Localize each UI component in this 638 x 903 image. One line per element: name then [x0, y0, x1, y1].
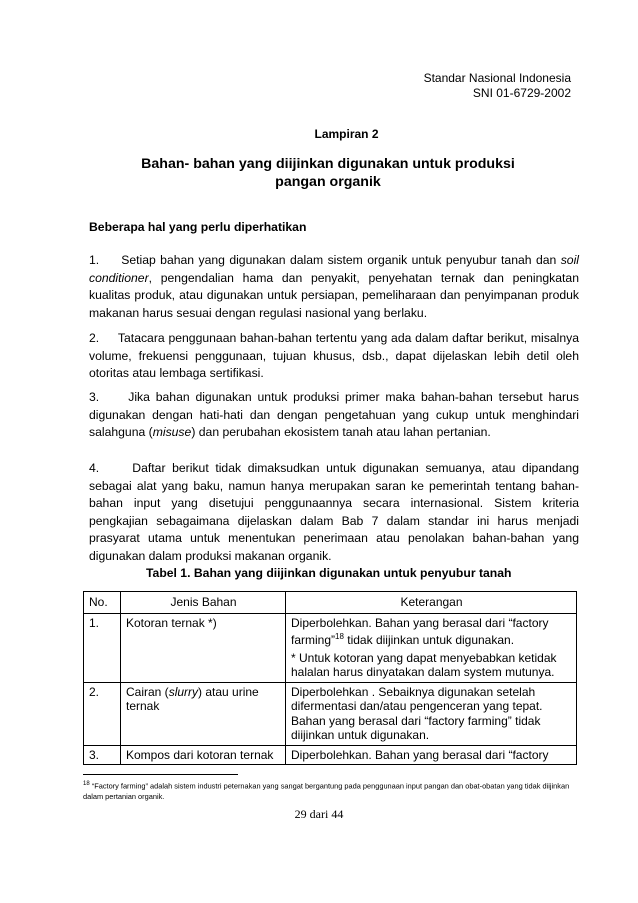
section-heading: Beberapa hal yang perlu diperhatikan	[89, 220, 307, 234]
header-standard-name: Standar Nasional Indonesia	[423, 71, 571, 85]
row-jenis: Kotoran ternak *)	[121, 613, 286, 682]
materials-table	[83, 591, 577, 765]
row-no: 3.	[84, 745, 121, 765]
p1-italic: soil conditioner	[89, 253, 579, 285]
title-line-2: pangan organik	[275, 174, 381, 190]
footnote-text: “Factory farming” adalah sistem industri peternakan yang sangat bergantung pada penggunaan input pangan dan obat-obatan yang tidak diijinkan dalam pertanian organik.	[83, 781, 570, 802]
footnote-number: 18	[83, 781, 90, 787]
row-keterangan	[286, 613, 577, 682]
p3-text-a: 3. Jika bahan digunakan untuk produksi primer maka bahan-bahan tersebut harus digunakan dengan hati-hati dan dengan pengetahuan yang cukup untuk menghindari salahguna (	[89, 390, 579, 440]
ket-text: Diperbolehkan. Bahan yang berasal dari “factory farming”	[291, 615, 549, 647]
ket-text-b: tidak diijinkan untuk digunakan.	[343, 633, 515, 647]
table-row	[84, 682, 577, 745]
row-keterangan: Diperbolehkan . Sebaiknya digunakan setelah difermentasi dan/atau pengenceran yang tepat. Bahan yang berasal dari “factory farming” tidak diijinkan untuk digunakan.	[286, 682, 577, 745]
jenis-text-b: ) atau urine ternak	[126, 684, 259, 713]
header-jenis-bahan: Jenis Bahan	[121, 592, 286, 614]
row-jenis	[121, 682, 286, 745]
title-line-1: Bahan- bahan yang diijinkan digunakan untuk produksi	[141, 156, 515, 172]
footnote-ref: 18	[335, 632, 344, 641]
jenis-italic: slurry	[168, 684, 199, 699]
page-number: 29 dari 44	[294, 807, 344, 821]
jenis-text-a: Cairan (	[126, 684, 169, 699]
ket-note: * Untuk kotoran yang dapat menyebabkan ketidak halalan harus dinyatakan dalam system mutunya.	[291, 650, 557, 679]
paragraph-2: 2. Tatacara penggunaan bahan-bahan tertentu yang ada dalam daftar berikut, misalnya volume, frekuensi penggunaan, tujuan khusus, dsb., dapat dijelaskan lebih detil oleh otoritas atau lembaga sertifikasi.	[89, 331, 579, 381]
p1-text-c: , pengendalian hama dan penyakit, penyehatan ternak dan peningkatan kualitas produk, atau digunakan untuk persiapan, pemeliharaan dan penyimpanan produk makanan harus sesuai dengan regulasi nasional yang berlaku.	[89, 270, 579, 320]
header-no: No.	[84, 592, 121, 614]
footnote	[83, 779, 573, 802]
p1-text-a: 1. Setiap bahan yang digunakan dalam sistem organik untuk penyubur tanah dan	[89, 253, 561, 267]
row-jenis: Kompos dari kotoran ternak	[121, 745, 286, 765]
header-keterangan: Keterangan	[286, 592, 577, 614]
row-no: 2.	[84, 682, 121, 745]
p3-italic: misuse	[152, 425, 192, 440]
table-row	[84, 613, 577, 682]
footnote-divider	[83, 774, 238, 775]
table-caption: Tabel 1. Bahan yang diijinkan digunakan untuk penyubur tanah	[146, 566, 512, 580]
row-no: 1.	[84, 613, 121, 682]
document-title	[88, 155, 568, 191]
p3-text-c: ) dan perubahan ekosistem tanah atau lahan pertanian.	[191, 425, 491, 440]
paragraph-3	[89, 389, 579, 442]
paragraph-1	[89, 252, 579, 322]
table-header-row	[84, 592, 577, 614]
row-keterangan: Diperbolehkan. Bahan yang berasal dari “factory	[286, 745, 577, 765]
header-standard-code: SNI 01-6729-2002	[472, 86, 571, 100]
paragraph-4: 4. Daftar berikut tidak dimaksudkan untuk digunakan semuanya, atau dipandang sebagai alat yang baku, namun hanya merupakan saran ke pemerintah tentang bahan-bahan input yang disetujui penggunaannya secara internasional. Sistem kriteria pengkajian sebagaimana dijelaskan dalam Bab 7 dalam standar ini harus menjadi prasyarat utama untuk menentukan penerimaan atau penolakan bahan-bahan yang digunakan dalam produksi makanan organik.	[89, 461, 579, 563]
appendix-label: Lampiran 2	[314, 127, 379, 141]
table-row	[84, 745, 577, 765]
